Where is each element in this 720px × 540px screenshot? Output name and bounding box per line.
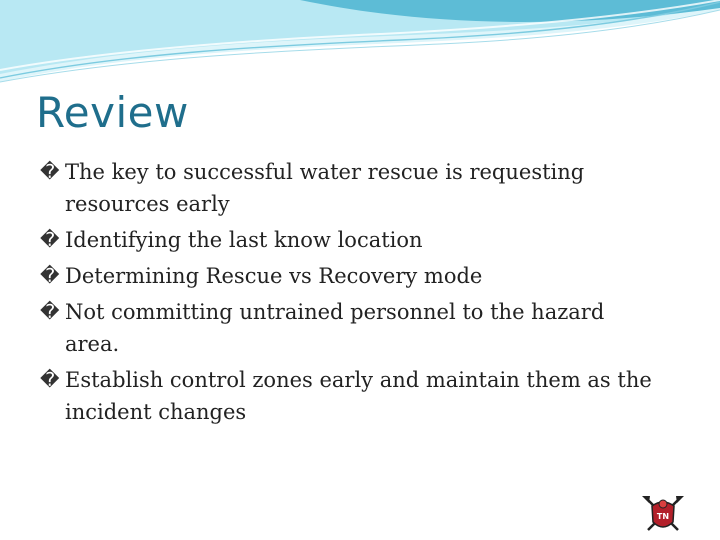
bullet-item (40, 224, 660, 256)
bullet-list (40, 156, 660, 432)
bullet-text: The key to successful water rescue is requesting resources early (65, 160, 585, 216)
bullet-item (40, 364, 660, 428)
bullet-item (40, 156, 660, 220)
slide-title: Review (36, 88, 189, 137)
bullet-glyph: � (40, 265, 60, 287)
bullet-glyph: � (40, 369, 60, 391)
bullet-item (40, 296, 660, 360)
bullet-text: Establish control zones early and maintain them as the incident changes (65, 368, 652, 424)
bullet-glyph: � (40, 161, 60, 183)
bullet-text: Determining Rescue vs Recovery mode (65, 264, 483, 288)
logo-text: TN (656, 512, 670, 521)
bullet-item (40, 260, 660, 292)
bullet-text: Identifying the last know location (65, 228, 423, 252)
bullet-glyph: � (40, 301, 60, 323)
header-wave-decoration (0, 0, 720, 90)
firefighter-emblem-icon (640, 494, 686, 534)
bullet-glyph: � (40, 229, 60, 251)
bullet-text: Not committing untrained personnel to the hazard area. (65, 300, 605, 356)
